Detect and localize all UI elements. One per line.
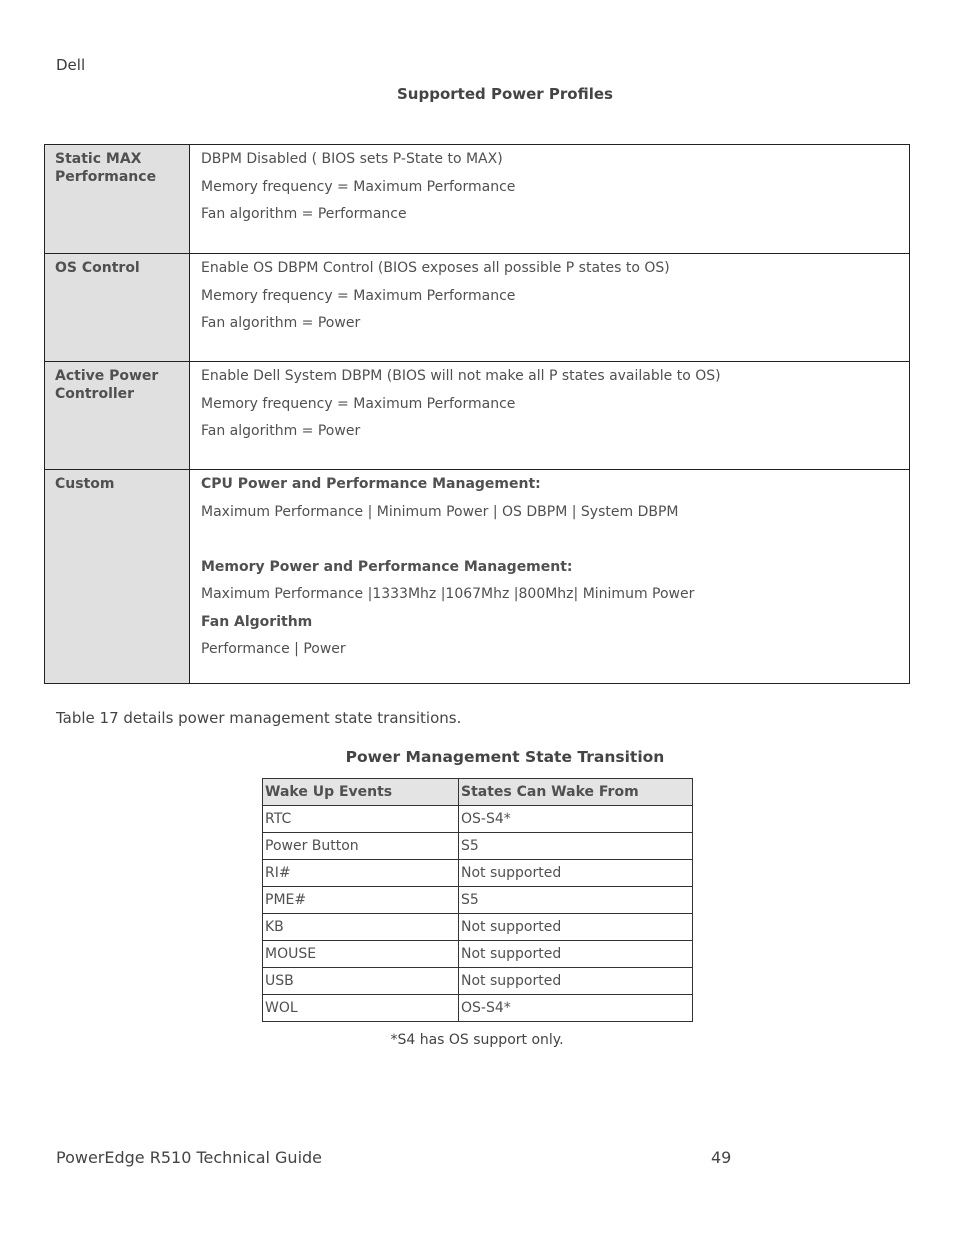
setting-line: Fan algorithm = Power: [201, 423, 361, 439]
body-paragraph: Table 17 details power management state transitions.: [56, 709, 462, 727]
profile-settings: [190, 145, 909, 253]
table-row: [263, 860, 693, 887]
footer-doc-title: PowerEdge R510 Technical Guide: [56, 1148, 323, 1167]
setting-line: Performance | Power: [201, 641, 346, 657]
setting-line: Fan algorithm = Power: [201, 315, 361, 331]
setting-line: Enable Dell System DBPM (BIOS will not make all P states available to OS): [201, 368, 721, 384]
table-row: [263, 995, 693, 1022]
wake-event-cell: KB: [263, 914, 459, 941]
wake-event-cell: MOUSE: [263, 941, 459, 968]
profile-settings: [190, 470, 909, 683]
wake-state-cell: OS-S4*: [459, 806, 693, 833]
profile-row: [44, 144, 910, 253]
setting-line: Maximum Performance | Minimum Power | OS DBPM | System DBPM: [201, 503, 679, 520]
wake-event-cell: Power Button: [263, 833, 459, 860]
wake-state-cell: Not supported: [459, 968, 693, 995]
setting-heading: Memory Power and Performance Management:: [201, 558, 573, 575]
profile-settings: [190, 254, 909, 361]
setting-line: Memory frequency = Maximum Performance: [201, 287, 516, 304]
table-row: [263, 806, 693, 833]
profile-label: Static MAX Performance: [45, 145, 190, 253]
setting-line: Maximum Performance |1333Mhz |1067Mhz |800Mhz| Minimum Power: [201, 586, 695, 602]
setting-line: Enable OS DBPM Control (BIOS exposes all possible P states to OS): [201, 260, 670, 276]
profile-row: [44, 469, 910, 684]
wake-state-cell: Not supported: [459, 914, 693, 941]
setting-line: [201, 530, 898, 548]
wake-state-cell: S5: [459, 833, 693, 860]
table-header-row: [263, 779, 693, 806]
setting-heading: Fan Algorithm: [201, 613, 313, 630]
profile-row: [44, 253, 910, 361]
table-footnote: *S4 has OS support only.: [390, 1032, 564, 1048]
wake-event-cell: WOL: [263, 995, 459, 1022]
wake-event-cell: PME#: [263, 887, 459, 914]
setting-heading: CPU Power and Performance Management:: [201, 476, 541, 492]
column-header: Wake Up Events: [263, 779, 459, 806]
header-brand: Dell: [56, 56, 86, 74]
profile-settings: [190, 362, 909, 469]
profile-row: [44, 361, 910, 469]
table-row: [263, 968, 693, 995]
wake-event-cell: USB: [263, 968, 459, 995]
wake-event-cell: RTC: [263, 806, 459, 833]
setting-line: DBPM Disabled ( BIOS sets P-State to MAX): [201, 151, 503, 167]
table-row: [263, 833, 693, 860]
wake-state-cell: Not supported: [459, 860, 693, 887]
profile-label: OS Control: [45, 254, 190, 361]
section-title: Supported Power Profiles: [397, 85, 613, 103]
wake-state-cell: Not supported: [459, 941, 693, 968]
profile-label: Active Power Controller: [45, 362, 190, 469]
power-profiles-table: [44, 144, 910, 684]
wake-state-cell: S5: [459, 887, 693, 914]
table-title: Power Management State Transition: [345, 748, 665, 766]
table-row: [263, 887, 693, 914]
table-row: [263, 914, 693, 941]
setting-line: Memory frequency = Maximum Performance: [201, 178, 516, 195]
state-transition-table: [262, 778, 693, 1022]
footer-page-number: 49: [711, 1148, 732, 1167]
setting-line: Fan algorithm = Performance: [201, 206, 407, 222]
profile-label: Custom: [45, 470, 190, 683]
table-row: [263, 941, 693, 968]
column-header: States Can Wake From: [459, 779, 693, 806]
wake-event-cell: RI#: [263, 860, 459, 887]
setting-line: Memory frequency = Maximum Performance: [201, 395, 516, 412]
wake-state-cell: OS-S4*: [459, 995, 693, 1022]
